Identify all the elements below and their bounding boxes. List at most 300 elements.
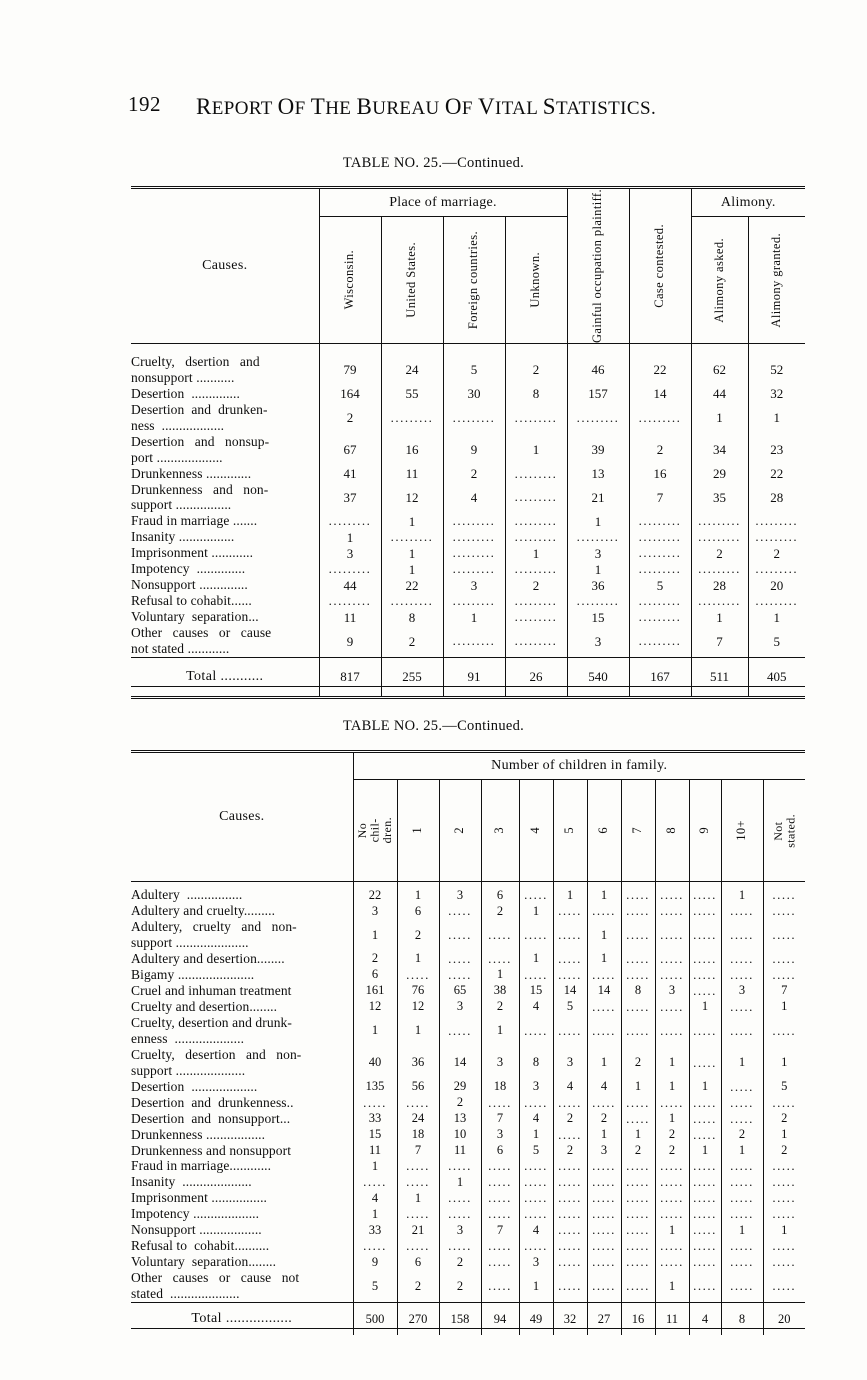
table-2-cell: .....	[763, 967, 805, 983]
table-2-cell: 2	[553, 1143, 587, 1159]
table-2-cell: 2	[439, 1095, 481, 1111]
table-2-total-cell: 4	[689, 1308, 721, 1329]
table-1-cell: 46	[567, 354, 629, 386]
table-1-cell: 5	[443, 354, 505, 386]
table-2-cell: .....	[553, 1190, 587, 1206]
table-2-cell: .....	[439, 1190, 481, 1206]
table-2-cell: .....	[689, 1111, 721, 1127]
table-2-cell: .....	[481, 1270, 519, 1302]
table-2-cell: .....	[553, 1174, 587, 1190]
table-1-spacer-cell	[443, 344, 505, 355]
table-1-col-header-4	[567, 188, 629, 344]
table-1-cell: .........	[505, 561, 567, 577]
table-2-cell: 1	[519, 1127, 553, 1143]
table-row	[131, 625, 805, 657]
table-2-cell: 2	[481, 999, 519, 1015]
table-2-cell: 1	[721, 1222, 763, 1238]
table-1-col-header-label: Alimony asked.	[711, 237, 726, 323]
table-2-cell: .....	[621, 919, 655, 951]
table-2-cell: .....	[621, 1270, 655, 1302]
table-2-cell: .....	[587, 1174, 621, 1190]
table-row	[131, 967, 805, 983]
table-row	[131, 999, 805, 1015]
table-row	[131, 903, 805, 919]
table-row	[131, 1206, 805, 1222]
table-2-cell: 1	[587, 951, 621, 967]
table-row	[131, 1222, 805, 1238]
table-1-cell: 62	[691, 354, 748, 386]
table-2-cell: .....	[763, 887, 805, 903]
table-1-cell: 22	[748, 466, 805, 482]
table-2-cell: .....	[587, 1270, 621, 1302]
table-2-cell: 2	[481, 903, 519, 919]
table-row	[131, 513, 805, 529]
table-row	[131, 434, 805, 466]
table-2-cell: 2	[655, 1127, 689, 1143]
table-row	[131, 1238, 805, 1254]
table-1-cell: 30	[443, 386, 505, 402]
table-2-cell: .....	[689, 1270, 721, 1302]
table-2-cell: 1	[519, 1270, 553, 1302]
table-2-cell: 11	[353, 1143, 397, 1159]
table-1-total-cell: 817	[319, 666, 381, 687]
table-1-cell: 21	[567, 482, 629, 514]
table-2-col-header-label: 6	[596, 827, 611, 834]
table-2-cell: .....	[621, 1095, 655, 1111]
table-2-cell: .....	[587, 1222, 621, 1238]
table-2-row-label: Nonsupport ..................	[131, 1222, 262, 1238]
table-1-cell: 23	[748, 434, 805, 466]
table-2-cell: 15	[519, 983, 553, 999]
table-2-cell: .....	[689, 903, 721, 919]
table-2-row-label: Adultery and desertion........	[131, 950, 285, 966]
table-2-cell: .....	[689, 1190, 721, 1206]
table-2-row-label: Imprisonment ................	[131, 1190, 268, 1206]
table-1-total-cell: 511	[691, 666, 748, 687]
table-2-cell: .....	[553, 951, 587, 967]
table-1-col-header-0	[319, 217, 381, 344]
table-2-cell: 2	[439, 1254, 481, 1270]
table-1-cell: 1	[691, 402, 748, 434]
table-2-total-cell: 27	[587, 1308, 621, 1329]
table-1-bottom-rule	[443, 687, 505, 698]
table-1-bottom-rule	[691, 687, 748, 698]
table-1-total-rule	[381, 658, 443, 667]
table-2-row-label: Desertion and nonsupport...	[131, 1110, 291, 1126]
table-2-cell: .....	[763, 1254, 805, 1270]
table-2-cell: 1	[353, 1015, 397, 1047]
table-2-cell: .....	[587, 1158, 621, 1174]
table-2-cell: .....	[353, 1238, 397, 1254]
table-1-col-header-label: Wisconsin.	[342, 250, 357, 310]
table-2-cell: .....	[621, 951, 655, 967]
table-2-cell: .....	[655, 903, 689, 919]
table-1-bottom-rule	[629, 687, 691, 698]
table-2-cell: 14	[553, 983, 587, 999]
table-1-total-rule	[567, 658, 629, 667]
table-2-cell: 8	[519, 1047, 553, 1079]
table-1-cell: .........	[505, 593, 567, 609]
table-2-total-cell: 16	[621, 1308, 655, 1329]
table-1-total-cell: 540	[567, 666, 629, 687]
table-row	[131, 1270, 805, 1302]
table-2-cell: 2	[621, 1047, 655, 1079]
table-2-cell: 12	[397, 999, 439, 1015]
table-1-row-label: Refusal to cohabit......	[131, 593, 252, 609]
table-2-cell: .....	[587, 1254, 621, 1270]
table-2-cell: .....	[553, 1206, 587, 1222]
table-2-cell: .....	[689, 1047, 721, 1079]
table-1-bottom-rule	[567, 687, 629, 698]
table-2-cell: .....	[763, 1158, 805, 1174]
table-2-cell: 7	[481, 1111, 519, 1127]
table-2-bottom-rule-row	[131, 1329, 805, 1336]
table-2-cell: 3	[439, 999, 481, 1015]
table-2-cell: 3	[655, 983, 689, 999]
table-2-cell: .....	[689, 1095, 721, 1111]
table-2-total-cell: 32	[553, 1308, 587, 1329]
table-1-cell: .........	[443, 402, 505, 434]
table-1-spacer-cell	[748, 344, 805, 355]
table-2-cell: .....	[721, 919, 763, 951]
table-2-cell: 135	[353, 1079, 397, 1095]
table-2-cell: 1	[621, 1127, 655, 1143]
table-2-cell: .....	[655, 967, 689, 983]
table-2-cell: 1	[397, 951, 439, 967]
table-2-bottom-rule	[721, 1329, 763, 1336]
table-2-col-header-label: 5	[562, 827, 577, 834]
table-2-col-header-label: Not stated.	[770, 813, 798, 848]
table-2-col-header-11	[763, 780, 805, 882]
table-2-cell: .....	[481, 1206, 519, 1222]
table-2-cell: .....	[621, 903, 655, 919]
table-1-cell: .........	[691, 561, 748, 577]
table-2-row-label: Fraud in marriage............	[131, 1158, 272, 1174]
table-2-cell: 3	[439, 1222, 481, 1238]
table-2-cell: 65	[439, 983, 481, 999]
table-row	[131, 482, 805, 514]
table-1-cell: 11	[381, 466, 443, 482]
table-2-cell: 56	[397, 1079, 439, 1095]
table-1-row-label: Insanity ................	[131, 529, 235, 545]
table-1-cell: 3	[567, 545, 629, 561]
table-1-cell: 2	[443, 466, 505, 482]
table-1-cell: 1	[748, 609, 805, 625]
table-2-cell: .....	[519, 1015, 553, 1047]
table-2-col-header-1	[397, 780, 439, 882]
table-2-cell: 1	[587, 1047, 621, 1079]
table-2-cell: .....	[553, 1238, 587, 1254]
table-2-cell: 22	[353, 887, 397, 903]
table-2-cell: 7	[397, 1143, 439, 1159]
table-1-cell: 1	[567, 513, 629, 529]
table-1-cell: .........	[443, 561, 505, 577]
table-1-cell: .........	[443, 593, 505, 609]
table-2-col-header-8	[655, 780, 689, 882]
table-1-cell: 1	[748, 402, 805, 434]
table-1-cell: .........	[505, 625, 567, 657]
table-2-cell: .....	[519, 919, 553, 951]
table-row	[131, 1143, 805, 1159]
table-2-cell: .....	[655, 1158, 689, 1174]
table-2-cell: .....	[439, 919, 481, 951]
table-1-cell: .........	[567, 529, 629, 545]
table-1-cell: 22	[629, 354, 691, 386]
table-2-col-header-5	[553, 780, 587, 882]
table-1-cell: 7	[691, 625, 748, 657]
table-1-cell: 8	[381, 609, 443, 625]
table-1-cell: 1	[381, 561, 443, 577]
table-row	[131, 887, 805, 903]
table-1-group-alimony: Alimony.	[691, 188, 805, 217]
table-2-cell: .....	[721, 1174, 763, 1190]
table-2-cell: 1	[721, 887, 763, 903]
table-2-cell: .....	[481, 1158, 519, 1174]
table-1-total-cell: 255	[381, 666, 443, 687]
table-1-spacer-cell	[567, 344, 629, 355]
table-1-cell: 35	[691, 482, 748, 514]
table-1-row-label: Drunkenness .............	[131, 465, 252, 481]
table-2-row-label: Adultery and cruelty.........	[131, 903, 276, 919]
table-1-cell: .........	[629, 513, 691, 529]
table-2-cell: .....	[689, 919, 721, 951]
table-2-cell: .....	[397, 1158, 439, 1174]
table-2-cell: 1	[655, 1047, 689, 1079]
table-1-cell: .........	[505, 609, 567, 625]
table-2-cell: .....	[689, 967, 721, 983]
table-2-cell: .....	[481, 1095, 519, 1111]
table-2-cell: 76	[397, 983, 439, 999]
table-2-group-children: Number of children in family.	[353, 752, 805, 780]
table-2-cell: 2	[655, 1143, 689, 1159]
table-2-total-cell: 49	[519, 1308, 553, 1329]
table-1-cell: .........	[629, 529, 691, 545]
table-2-cell: .....	[763, 951, 805, 967]
table-2-cell: 3	[721, 983, 763, 999]
table-2-cell: 1	[353, 1206, 397, 1222]
table-1-cell: 3	[443, 577, 505, 593]
table-row	[131, 545, 805, 561]
table-1-col-header-label: Case contested.	[652, 224, 667, 308]
table-1-bottom-rule	[131, 687, 319, 698]
table-2-row-label: Other causes or cause not stated ....................	[131, 1270, 300, 1302]
table-2-cell: .....	[621, 1015, 655, 1047]
table-2-header-group-row	[131, 752, 805, 780]
table-2-bottom-rule	[439, 1329, 481, 1336]
table-2-cell: .....	[689, 951, 721, 967]
table-2-cell: .....	[655, 1238, 689, 1254]
table-1-row-label: Imprisonment ............	[131, 545, 254, 561]
table-2-cell: .....	[655, 1190, 689, 1206]
table-2-cell: .....	[621, 1190, 655, 1206]
table-2-bottom-rule	[481, 1329, 519, 1336]
table-2-col-header-label: 2	[452, 827, 467, 834]
table-1-cell: 16	[381, 434, 443, 466]
table-1-cell: 1	[505, 434, 567, 466]
table-2-cell: 6	[481, 1143, 519, 1159]
table-1-bottom-rule	[748, 687, 805, 698]
table-2-cell: .....	[689, 1015, 721, 1047]
table-1-row-label: Desertion and drunken- ness ..................	[131, 401, 268, 433]
table-1-cell: .........	[505, 466, 567, 482]
table-1-cell: .........	[629, 625, 691, 657]
table-2-col-header-6	[587, 780, 621, 882]
table-1-row-label: Desertion and nonsup- port ...................	[131, 433, 270, 465]
table-1-cell: 39	[567, 434, 629, 466]
table-1-cell: 34	[691, 434, 748, 466]
table-2-col-header-label: 7	[630, 827, 645, 834]
table-1-cell: 44	[691, 386, 748, 402]
table-2-cell: .....	[763, 903, 805, 919]
table-1-spacer-cell	[381, 344, 443, 355]
table-1-col-header-label: United States.	[404, 242, 419, 319]
table-2-cell: 1	[481, 967, 519, 983]
table-2-cell: 4	[587, 1079, 621, 1095]
table-2-cell: 4	[553, 1079, 587, 1095]
table-1-cell: 44	[319, 577, 381, 593]
table-1-cell: 1	[567, 561, 629, 577]
table-1-cell: .........	[567, 402, 629, 434]
table-2-cell: .....	[481, 1254, 519, 1270]
table-2-cell: 11	[439, 1143, 481, 1159]
table-2-cell: .....	[763, 1095, 805, 1111]
table-2-cell: 13	[439, 1111, 481, 1127]
table-2-cell: .....	[553, 1095, 587, 1111]
table-1-spacer-cell	[131, 344, 319, 355]
table-1-cell: 14	[629, 386, 691, 402]
table-1-cell: 52	[748, 354, 805, 386]
table-1	[131, 186, 805, 699]
table-1-row-label: Fraud in marriage .......	[131, 513, 258, 529]
table-2-cell: 1	[397, 1190, 439, 1206]
table-2-cell: 2	[763, 1143, 805, 1159]
table-1-col-header-label: Alimony granted.	[769, 232, 784, 328]
table-2-cell: 8	[621, 983, 655, 999]
table-1-cell: 1	[691, 609, 748, 625]
table-1-total-cell: 167	[629, 666, 691, 687]
table-2-cell: .....	[763, 919, 805, 951]
table-2-cell: 1	[397, 887, 439, 903]
table-1-cell: .........	[629, 593, 691, 609]
table-1-cell: 1	[443, 609, 505, 625]
table-2-cell: .....	[655, 1015, 689, 1047]
table-2-bottom-rule	[553, 1329, 587, 1336]
table-row	[131, 1190, 805, 1206]
table-1-cell: 29	[691, 466, 748, 482]
table-2-row-label: Drunkenness .................	[131, 1126, 266, 1142]
table-1-total-cell: 26	[505, 666, 567, 687]
table-2-total-cell: 20	[763, 1308, 805, 1329]
table-2-cell: 6	[353, 967, 397, 983]
table-2-bottom-rule	[353, 1329, 397, 1336]
table-1-cell: 16	[629, 466, 691, 482]
table-2-cell: .....	[587, 903, 621, 919]
table-1-cell: .........	[443, 545, 505, 561]
table-2-cell: 7	[763, 983, 805, 999]
table-2-cell: .....	[721, 1206, 763, 1222]
table-2-cell: .....	[397, 1095, 439, 1111]
table-1-cell: 1	[319, 529, 381, 545]
table-1-cell: 5	[748, 625, 805, 657]
table-1-cell: 2	[505, 577, 567, 593]
table-2-cell: 2	[397, 1270, 439, 1302]
table-row	[131, 919, 805, 951]
table-2-cell: 1	[587, 1127, 621, 1143]
table-1-header-group-row	[131, 188, 805, 217]
table-1-spacer-row	[131, 344, 805, 355]
table-2-cell: .....	[721, 903, 763, 919]
table-2-cell: 6	[481, 887, 519, 903]
table-2-cell: 7	[481, 1222, 519, 1238]
table-1-total-rule	[691, 658, 748, 667]
table-2-cell: 36	[397, 1047, 439, 1079]
table-2-row-label: Cruelty, desertion and drunk- enness ....................	[131, 1014, 292, 1046]
table-2-bottom-rule	[763, 1329, 805, 1336]
table-1-cell: 5	[629, 577, 691, 593]
table-2-cell: .....	[621, 1174, 655, 1190]
table-2-cell: .....	[587, 967, 621, 983]
table-1-row-label: Cruelty, dsertion and nonsupport ...........	[131, 354, 260, 385]
table-2-cell: .....	[721, 1158, 763, 1174]
table-1-cell: .........	[505, 513, 567, 529]
table-2-total-cell: 270	[397, 1308, 439, 1329]
table-2-cell: 4	[519, 999, 553, 1015]
table-2-cell: .....	[689, 1222, 721, 1238]
table-2-cell: 14	[587, 983, 621, 999]
table-2-col-header-label: 4	[528, 827, 543, 834]
table-2-cell: 14	[439, 1047, 481, 1079]
table-row	[131, 561, 805, 577]
table-1-total-rule	[629, 658, 691, 667]
table-2-cell: 3	[553, 1047, 587, 1079]
table-row	[131, 983, 805, 999]
table-2-cell: .....	[519, 967, 553, 983]
table-1-col-header-label: Unknown.	[528, 252, 543, 308]
table-2-cell: .....	[621, 1111, 655, 1127]
table-1-spacer-cell	[319, 344, 381, 355]
table-1-col-header-7	[748, 217, 805, 344]
table-2-row-label: Adultery ................	[131, 887, 243, 903]
table-1-bottom-rule-row	[131, 687, 805, 698]
table-row	[131, 354, 805, 386]
table-1-total-rule-row	[131, 658, 805, 667]
table-1-cell: 4	[443, 482, 505, 514]
table-2-cell: .....	[721, 1254, 763, 1270]
table-2-cell: .....	[721, 1238, 763, 1254]
table-2-total-cell: 158	[439, 1308, 481, 1329]
table-2-cell: .....	[587, 1095, 621, 1111]
table-1-cell: .........	[381, 402, 443, 434]
table-2-cell: .....	[621, 1222, 655, 1238]
table-1-cell: .........	[629, 561, 691, 577]
table-2-row-label: Desertion ...................	[131, 1078, 258, 1094]
running-head: REPORT OF THE BUREAU OF VITAL STATISTICS.	[196, 94, 657, 119]
table-1-spacer-cell	[691, 344, 748, 355]
table-2-col-header-4	[519, 780, 553, 882]
table-2-col-header-label: 3	[492, 827, 507, 834]
table-2-cell: 18	[397, 1127, 439, 1143]
table-1-bottom-rule	[505, 687, 567, 698]
table-1-cell: 37	[319, 482, 381, 514]
table-2-cell: 40	[353, 1047, 397, 1079]
table-row	[131, 1095, 805, 1111]
table-2-row-label: Adultery, cruelty and non- support .....................	[131, 919, 297, 950]
table-1-cell: .........	[629, 609, 691, 625]
table-2-cell: .....	[481, 1190, 519, 1206]
table-2-row-label: Desertion and drunkenness..	[131, 1094, 294, 1110]
table-1-cell: 157	[567, 386, 629, 402]
table-2-col-header-7	[621, 780, 655, 882]
